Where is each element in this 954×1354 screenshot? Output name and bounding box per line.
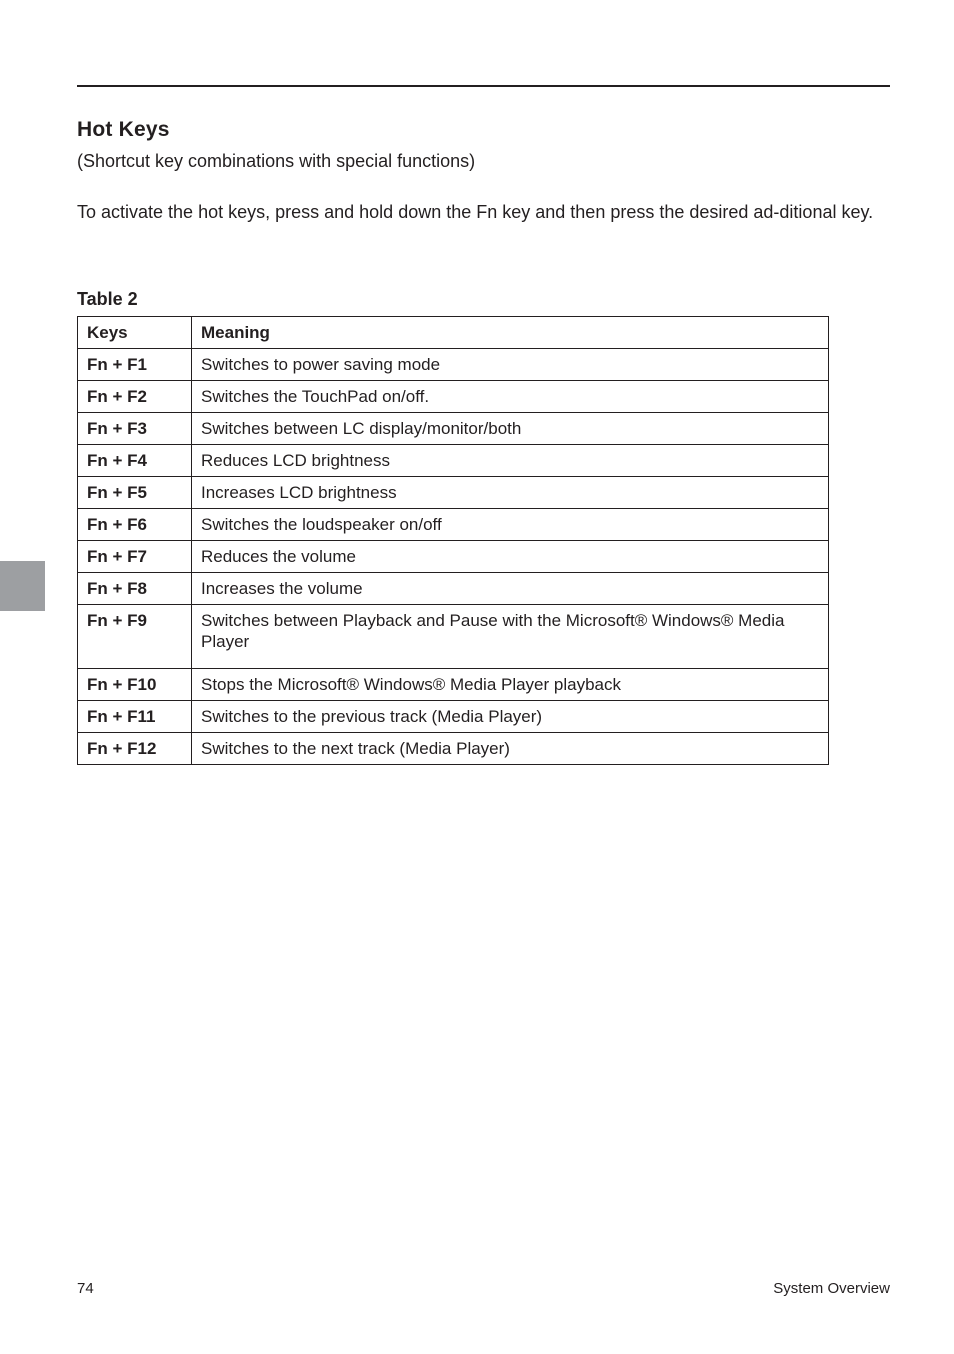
table-row bbox=[78, 381, 829, 413]
page-heading: Hot Keys bbox=[77, 118, 170, 141]
key-cell: Fn + F1 bbox=[78, 349, 192, 381]
key-cell: Fn + F10 bbox=[78, 669, 192, 701]
chapter-tab bbox=[0, 561, 45, 611]
table-row bbox=[78, 573, 829, 605]
key-cell: Fn + F11 bbox=[78, 701, 192, 733]
meaning-cell: Switches to the previous track (Media Player) bbox=[192, 701, 829, 733]
key-cell: Fn + F9 bbox=[78, 605, 192, 669]
table-row bbox=[78, 541, 829, 573]
column-header-keys: Keys bbox=[78, 317, 192, 349]
page-subheading: (Shortcut key combinations with special functions) bbox=[77, 151, 476, 171]
table-row bbox=[78, 605, 829, 669]
intro-paragraph: To activate the hot keys, press and hold down the Fn key and then press the desired ad-ditional key. bbox=[77, 202, 874, 222]
page-number: 74 bbox=[77, 1280, 94, 1297]
meaning-cell: Switches to the next track (Media Player) bbox=[192, 733, 829, 765]
meaning-cell: Switches between LC display/monitor/both bbox=[192, 413, 829, 445]
key-cell: Fn + F2 bbox=[78, 381, 192, 413]
key-cell: Fn + F3 bbox=[78, 413, 192, 445]
key-cell: Fn + F7 bbox=[78, 541, 192, 573]
key-cell: Fn + F4 bbox=[78, 445, 192, 477]
meaning-cell: Increases the volume bbox=[192, 573, 829, 605]
meaning-cell: Reduces the volume bbox=[192, 541, 829, 573]
table-row bbox=[78, 349, 829, 381]
meaning-cell: Stops the Microsoft® Windows® Media Player playback bbox=[192, 669, 829, 701]
meaning-cell: Switches the TouchPad on/off. bbox=[192, 381, 829, 413]
meaning-cell: Reduces LCD brightness bbox=[192, 445, 829, 477]
meaning-cell: Switches between Playback and Pause with the Microsoft® Windows® Media Player bbox=[192, 605, 829, 669]
table-row bbox=[78, 509, 829, 541]
footer-section-title: System Overview bbox=[773, 1280, 890, 1297]
table-row bbox=[78, 701, 829, 733]
table-row bbox=[78, 445, 829, 477]
meaning-cell: Switches to power saving mode bbox=[192, 349, 829, 381]
table-row bbox=[78, 733, 829, 765]
top-rule bbox=[77, 85, 890, 87]
table-row bbox=[78, 477, 829, 509]
key-cell: Fn + F5 bbox=[78, 477, 192, 509]
meaning-cell: Increases LCD brightness bbox=[192, 477, 829, 509]
meaning-cell: Switches the loudspeaker on/off bbox=[192, 509, 829, 541]
hot-keys-table bbox=[77, 316, 829, 765]
table-row bbox=[78, 413, 829, 445]
key-cell: Fn + F6 bbox=[78, 509, 192, 541]
table-row bbox=[78, 669, 829, 701]
key-cell: Fn + F12 bbox=[78, 733, 192, 765]
column-header-meaning: Meaning bbox=[192, 317, 829, 349]
table-header-row bbox=[78, 317, 829, 349]
table-caption: Table 2 bbox=[77, 289, 138, 309]
key-cell: Fn + F8 bbox=[78, 573, 192, 605]
